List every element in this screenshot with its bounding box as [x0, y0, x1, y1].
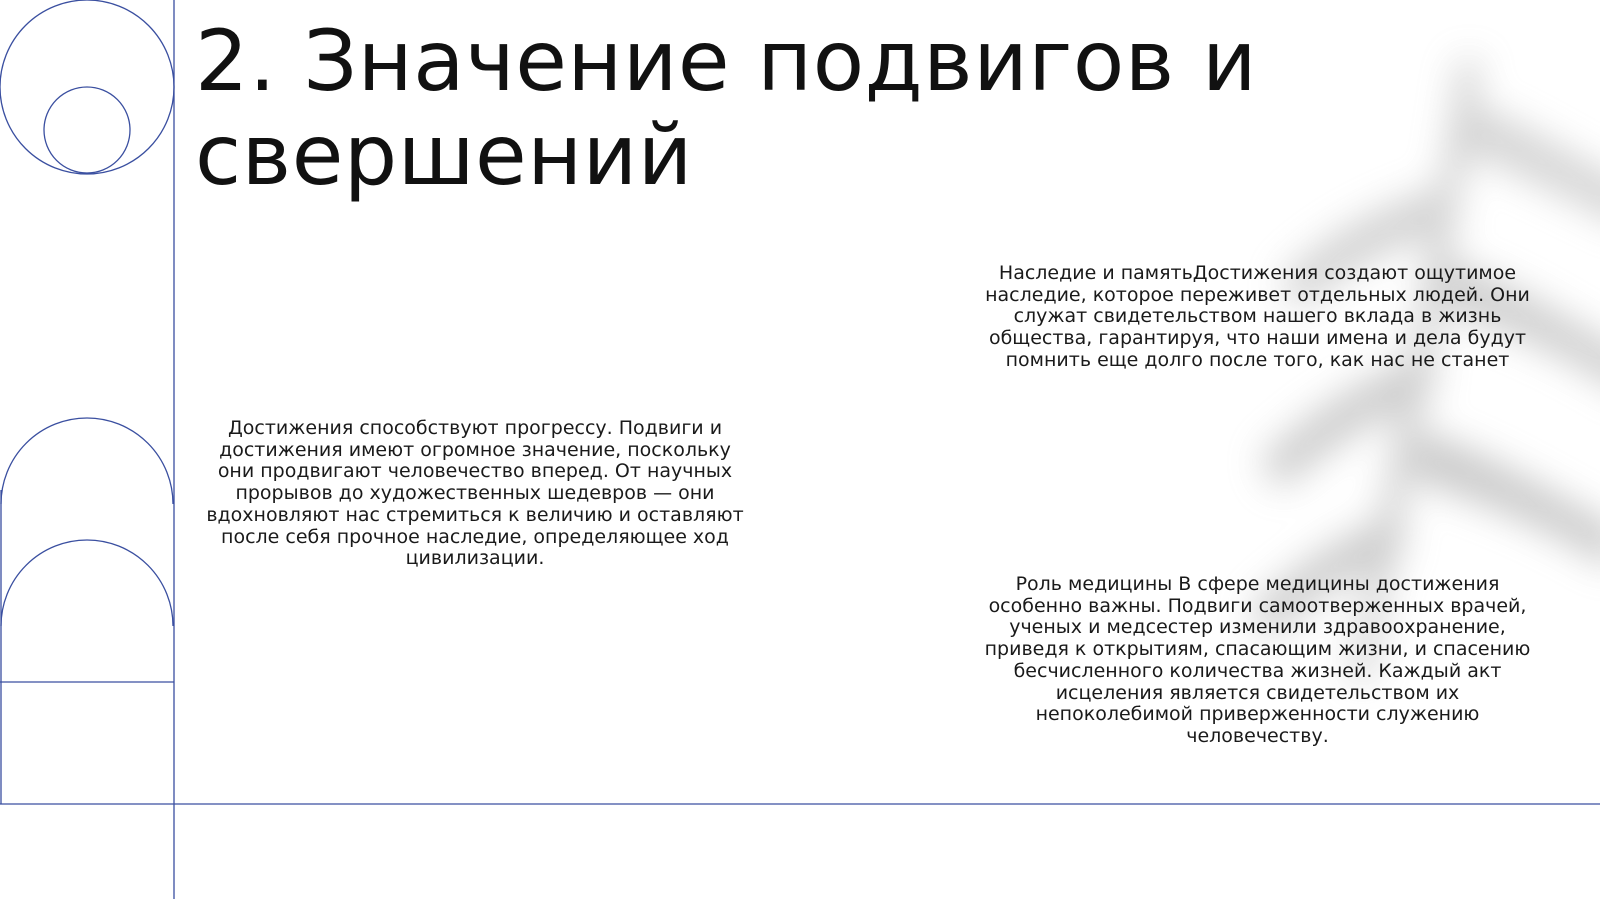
progress-text-block: Достижения способствуют прогрессу. Подвиги и достижения имеют огромное значение, поскольку они продвигают человечество вперед. От научных прорывов до художественных шедевров — они вдохновляют нас стремиться к величию и оставляют после себя прочное наследие, определяющее ход цивилизации. — [206, 417, 744, 570]
slide-title: 2. Значение подвигов и свершений — [195, 12, 1258, 204]
legacy-text-block: Наследие и памятьДостижения создают ощутимое наследие, которое переживет отдельных людей. Они служат свидетельством нашего вклада в жизнь общества, гарантируя, что наши имена и дела будут помнить еще долго после того, как нас не станет — [985, 262, 1530, 371]
medicine-text-block: Роль медицины В сфере медицины достижения особенно важны. Подвиги самоотверженных врачей, ученых и медсестер изменили здравоохранение, приведя к открытиям, спасающим жизни, и спасению бесчисленного количества жизней. Каждый акт исцеления является свидетельством их непоколебимой приверженности служению человечеству. — [984, 573, 1531, 747]
